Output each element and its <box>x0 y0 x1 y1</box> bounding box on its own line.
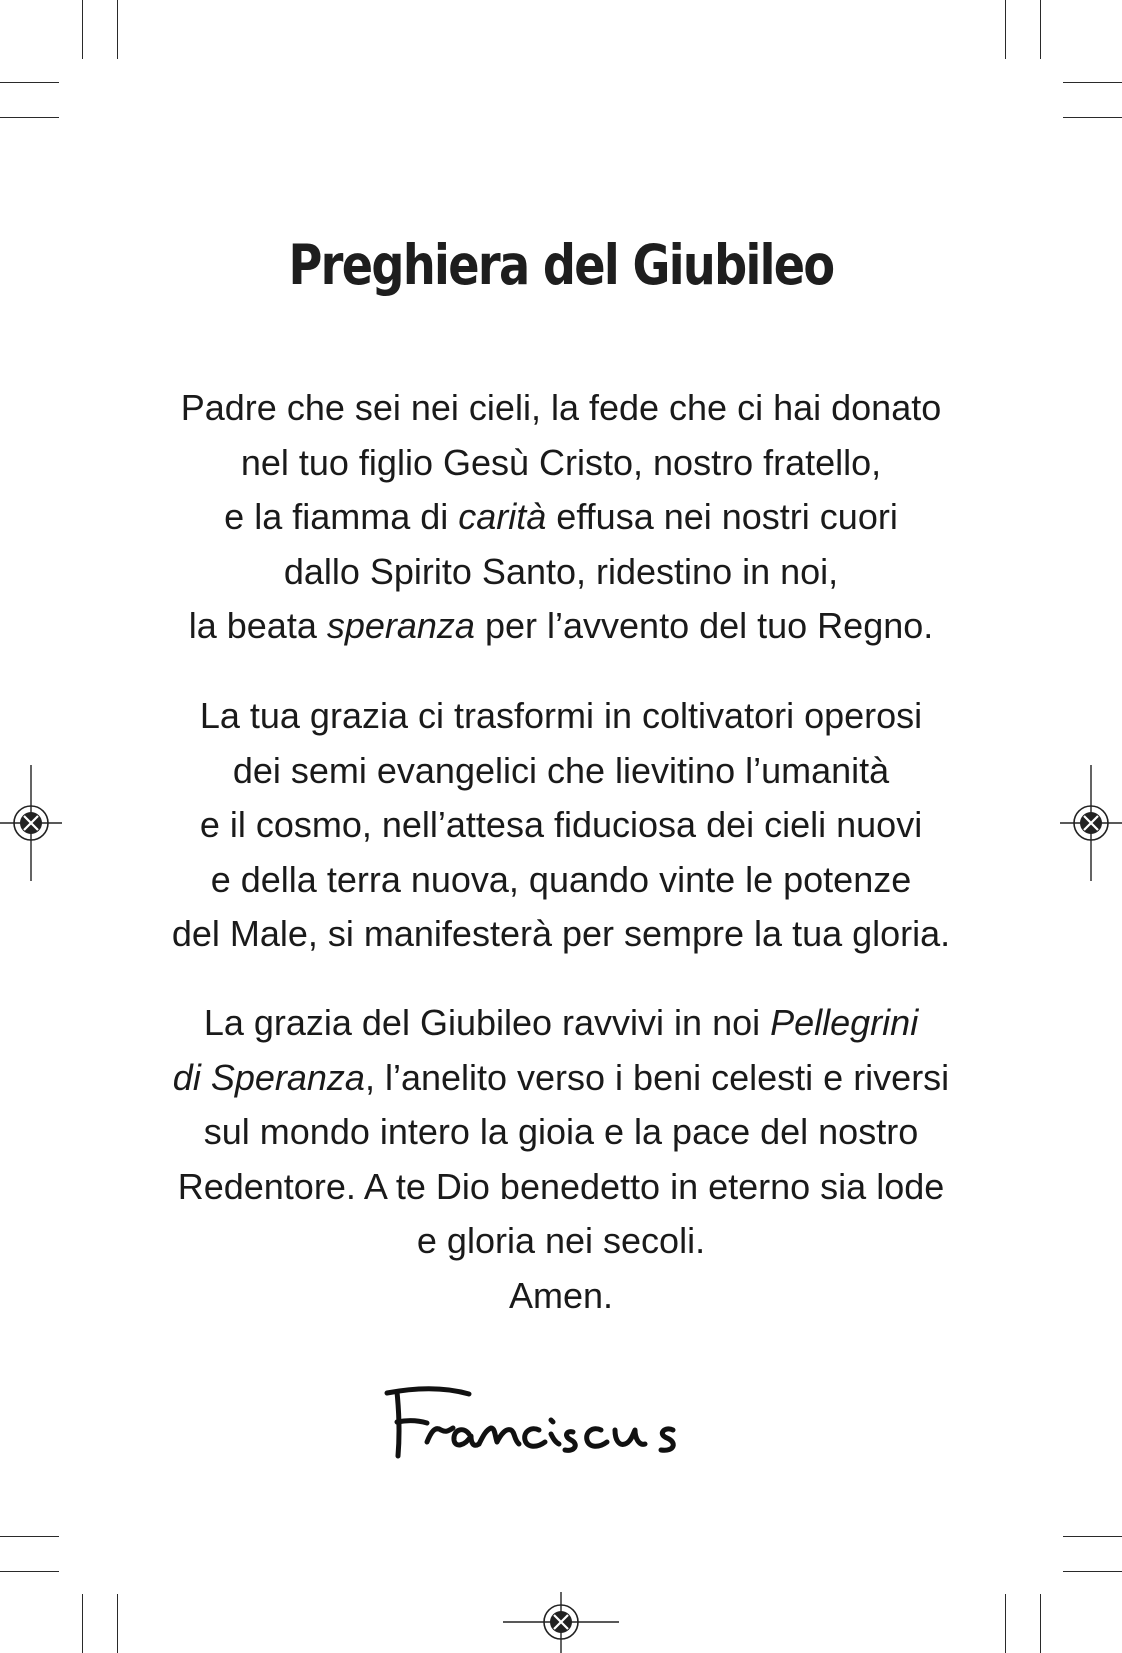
crop-mark <box>1005 0 1006 59</box>
crop-mark <box>1063 82 1122 83</box>
crop-mark <box>0 82 59 83</box>
crop-mark <box>82 1594 83 1653</box>
prayer-line: e della terra nuova, quando vinte le potenze <box>210 858 912 900</box>
italic-phrase: Pellegrini <box>770 1002 919 1043</box>
crop-mark <box>1040 0 1041 59</box>
prayer-line: La grazia del Giubileo ravvivi in noi Pellegrini <box>203 1002 919 1043</box>
prayer-line: del Male, si manifesterà per sempre la tua gloria. <box>171 913 951 954</box>
prayer-line: Amen. <box>508 1274 614 1316</box>
crop-mark <box>0 1536 59 1537</box>
prayer-line: e gloria nei secoli. <box>416 1220 706 1261</box>
prayer-line: dallo Spirito Santo, ridestino in noi, <box>283 550 839 592</box>
prayer-title: Preghiera del Giubileo <box>288 233 834 297</box>
prayer-line: di Speranza, l’anelito verso i beni celesti e riversi <box>172 1056 950 1098</box>
prayer-stanza <box>0 996 1122 1323</box>
prayer-line: Padre che sei nei cieli, la fede che ci hai donato <box>180 387 942 428</box>
registration-mark-bottom <box>503 1592 619 1653</box>
prayer-line: Redentore. A te Dio benedetto in eterno sia lode <box>177 1165 945 1207</box>
prayer-line: e la fiamma di carità effusa nei nostri cuori <box>224 496 898 537</box>
prayer-line: dei semi evangelici che lievitino l’umanità <box>232 749 890 791</box>
prayer-line: La tua grazia ci trasformi in coltivatori operosi <box>199 695 923 736</box>
crop-mark <box>117 1594 118 1653</box>
crop-mark <box>1063 117 1122 118</box>
prayer-stanza <box>0 689 1122 962</box>
crop-mark <box>1005 1594 1006 1653</box>
prayer-line: nel tuo figlio Gesù Cristo, nostro fratello, <box>240 441 882 483</box>
crop-mark <box>0 1571 59 1572</box>
crop-mark <box>117 0 118 59</box>
signature-franciscus <box>383 1380 757 1460</box>
italic-phrase: carità <box>458 496 547 537</box>
crop-mark <box>0 117 59 118</box>
italic-phrase: speranza <box>326 605 475 646</box>
prayer-line: la beata speranza per l’avvento del tuo Regno. <box>188 605 934 646</box>
prayer-line: e il cosmo, nell’attesa fiduciosa dei cieli nuovi <box>199 804 923 845</box>
prayer-stanza <box>0 381 1122 654</box>
crop-mark <box>1063 1536 1122 1537</box>
prayer-line: sul mondo intero la gioia e la pace del nostro <box>203 1111 919 1152</box>
crop-mark <box>1063 1571 1122 1572</box>
crop-mark <box>82 0 83 59</box>
crop-mark <box>1040 1594 1041 1653</box>
italic-phrase: di Speranza <box>172 1056 365 1098</box>
